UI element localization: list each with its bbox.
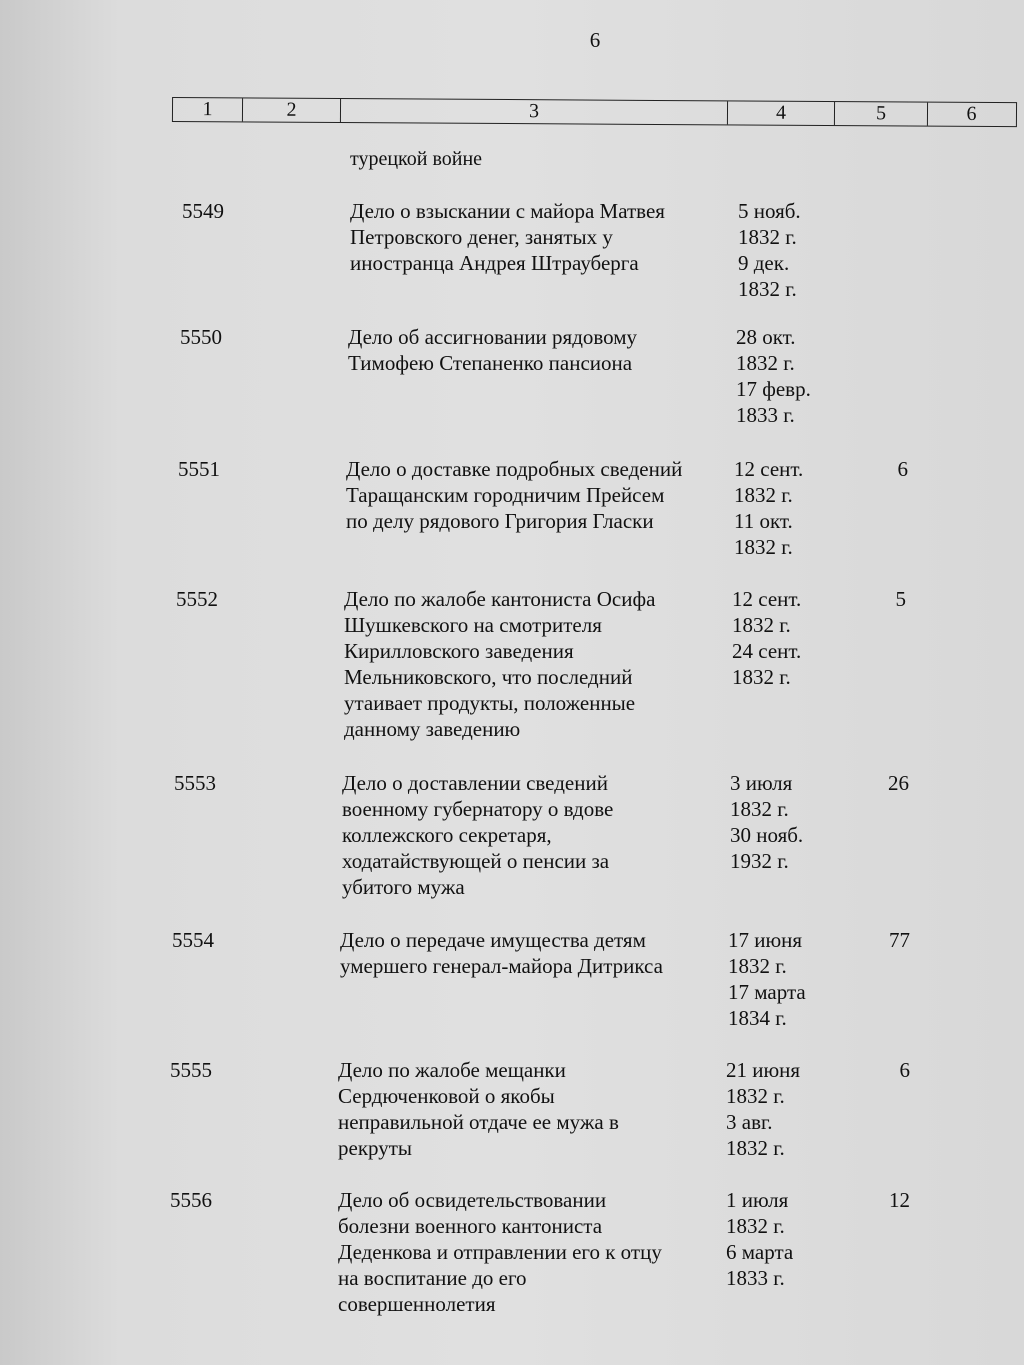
entry-title: Дело по жалобе мещанки Сердюченковой о якобы неправильной отдаче ее мужа в рекруты: [338, 1058, 619, 1160]
entry-number: 5552: [176, 587, 218, 611]
entry-sheets: 6: [899, 1058, 910, 1082]
entry-dates: 12 сент. 1832 г. 24 сент. 1832 г.: [732, 587, 802, 689]
entry-number: 5555: [170, 1058, 212, 1082]
entry-sheets: 6: [897, 457, 908, 481]
entry-number: 5551: [178, 457, 220, 481]
entry-sheets: 77: [889, 928, 910, 952]
entry-dates: 5 нояб. 1832 г. 9 дек. 1832 г.: [738, 199, 801, 301]
entry-title: Дело о доставке подробных сведений Таращанским городничим Прейсем по делу рядового Григория Гласки: [346, 457, 683, 533]
column-header-2: 2: [243, 98, 341, 122]
entry-number: 5554: [172, 928, 214, 952]
column-header-4: 4: [728, 101, 835, 125]
entry-sheets: 5: [895, 587, 906, 611]
entry-title: Дело о передаче имущества детям умершего генерал-майора Дитрикса: [340, 928, 663, 978]
entry-sheets: 26: [888, 771, 909, 795]
entry-dates: 17 июня 1832 г. 17 марта 1834 г.: [728, 928, 806, 1030]
column-header-1: 1: [173, 98, 243, 121]
entry-dates: 3 июля 1832 г. 30 нояб. 1932 г.: [730, 771, 804, 873]
entry-title: Дело о взыскании с майора Матвея Петровского денег, занятых у иностранца Андрея Штрауберга: [350, 199, 665, 275]
column-header-5: 5: [835, 102, 928, 126]
entry-title: Дело об освидетельствовании болезни военного кантониста Деденкова и отправлении его к отцу на воспитание до его совершеннолетия: [338, 1188, 662, 1316]
entry-dates: 12 сент. 1832 г. 11 окт. 1832 г.: [734, 457, 804, 559]
entry-sheets: 12: [889, 1188, 910, 1212]
column-header-row: [172, 97, 1017, 127]
entry-title: Дело по жалобе кантониста Осифа Шушкевского на смотрителя Кирилловского заведения Мельниковского, что последний утаивает продукты, положенные данному заведению: [344, 587, 656, 741]
continuation-text: турецкой войне: [350, 148, 483, 170]
entry-title: Дело об ассигновании рядовому Тимофею Степаненко пансиона: [348, 325, 638, 375]
entry-title: Дело о доставлении сведений военному губернатору о вдове коллежского секретаря, ходатайствующей о пенсии за убитого мужа: [342, 771, 614, 899]
entry-dates: 1 июля 1832 г. 6 марта 1833 г.: [726, 1188, 794, 1290]
entry-number: 5556: [170, 1188, 212, 1212]
column-header-3: 3: [341, 99, 728, 124]
column-header-6: 6: [966, 102, 977, 125]
entry-dates: 21 июня 1832 г. 3 авг. 1832 г.: [726, 1058, 801, 1160]
entry-number: 5550: [180, 325, 222, 349]
entry-number: 5549: [182, 199, 224, 223]
page-number: 6: [589, 28, 601, 52]
entry-dates: 28 окт. 1832 г. 17 февр. 1833 г.: [736, 325, 811, 427]
entry-number: 5553: [174, 771, 216, 795]
